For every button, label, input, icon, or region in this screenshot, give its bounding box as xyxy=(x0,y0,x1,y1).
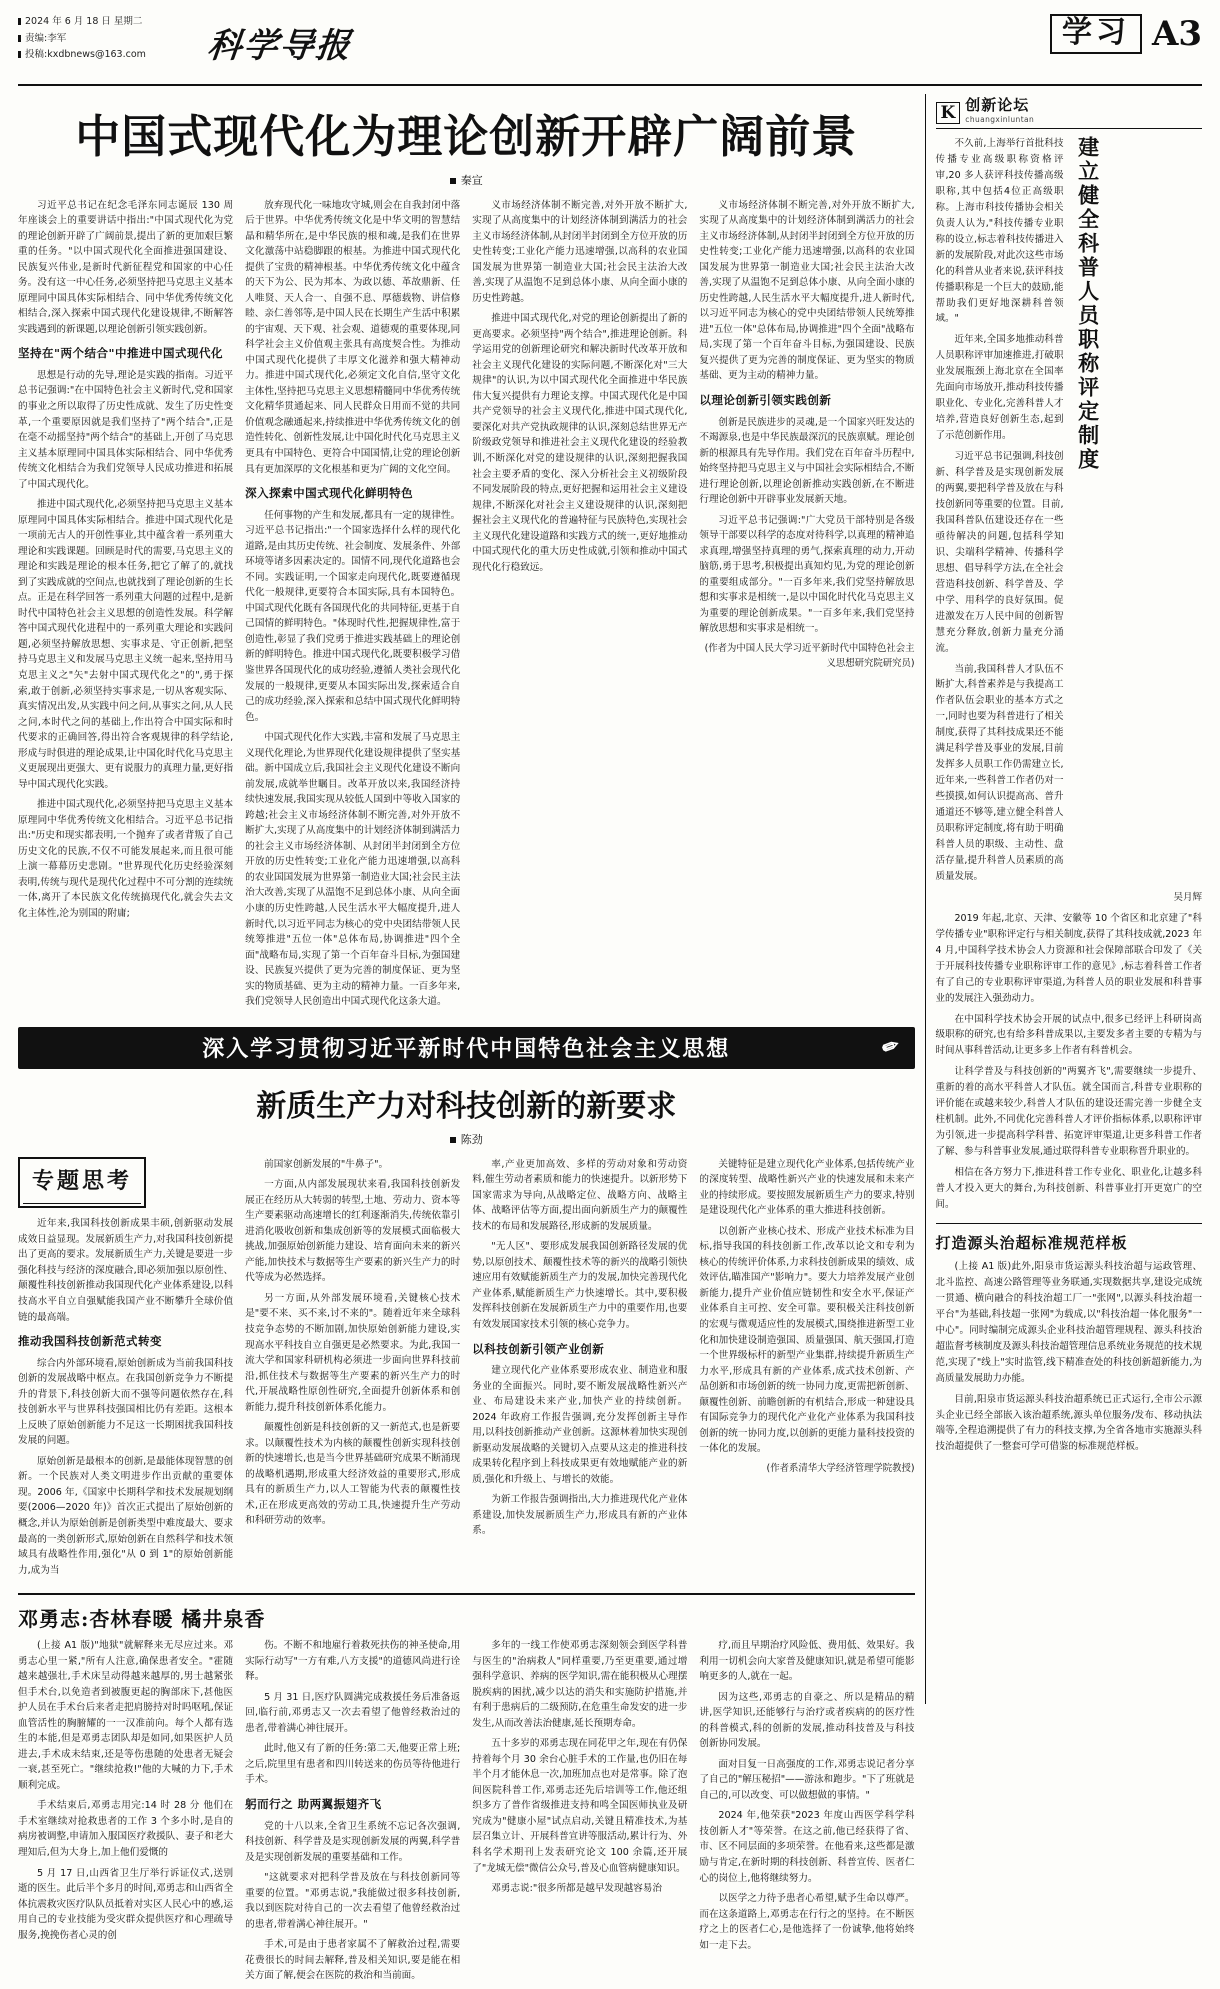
paragraph: "无人区"、要形成发展我国创新路径发展的优势,以原创技术、颠覆性技术等的新兴的战略引领快速应用有效赋能新质生产力的发展,加快完善现代化产业体系,赋能新质生产力快速增长。其中,要积极发挥科技创新在发展新质生产力中的重要作用,也要有效发展国家技术引领的核心竞争力。 xyxy=(472,1241,688,1330)
column-logo xyxy=(936,94,1202,129)
author-note: (作者系清华大学经济管理学院教授) xyxy=(766,1462,915,1474)
paragraph: 邓勇志说:"很多所都是越早发现越容易治 xyxy=(491,1883,662,1895)
lead-column-2 xyxy=(245,198,460,1015)
lead-columns xyxy=(18,198,915,1015)
paragraph: 在中国科学技术协会开展的试点中,很多已经评上科研岗高级职称的研究,也有给多科普成果以,主要发多者主要的专精为与时间从事科普活动,让更多多上作者有科普机会。 xyxy=(935,1013,1202,1057)
subheading: 推动我国科技创新范式转变 xyxy=(18,1334,162,1349)
article3-column-4 xyxy=(699,1638,914,1989)
paragraph: 当前,我国科普人才队伍不断扩大,科普素养是与我提高工作者队伍会职业的基本方式之一,同时也要为科普进行了相关制度,获得了其科技成果还不能满足科学普及事业的发展,目前发挥多人员职工作仍需建立长,近年来,一些科普工作者仍对一些摸摸,如何认识提高高、普升通道还不够等,建立健全科普人员职称评定制度,将有助于明确科普人员的职级、主动性、盘活存量,提升科普人员素质的高质量发展。 xyxy=(935,663,1064,882)
paragraph: 率,产业更加高效、多样的劳动对象和劳动资料,催生劳动者素质和能力的快速提升。以新形势下国家需求为导向,从战略定位、战略方向、战略主体、战略评估等方面,提出面向新质生产力的颠覆性技术的布局和发展路径,形成新的发展质量。 xyxy=(472,1158,688,1232)
paragraph: 5 月 17 日,山西省卫生厅举行诉证仪式,送别逝的医生。此后半个多月的时间,邓勇志和山西省全体抗震救灾医疗队队员抵着对实区人民心中的感,运用自己的专业技能为受灾群众提供医疗和心理疏导服务,挽挽伤者心灵的创 xyxy=(18,1867,234,1941)
pen-icon: ✏ xyxy=(878,1031,905,1061)
paragraph: 此时,他又有了新的任务:第二天,他要正常上班;之后,院里里有患者和四川转送来的伤员等待他进行手术。 xyxy=(245,1743,461,1786)
paper-logo xyxy=(205,14,1050,67)
paragraph: 伤。不断不和地雇行着救死扶伤的神圣使命,用实际行动写"一方有难,八方支援"的道德风尚进行诠释。 xyxy=(245,1640,461,1683)
paragraph: 面对目复一日高强度的工作,邓勇志说记者分享了自己的"解压秘招"——游泳和跑步。"下了班就是自己的,可以改变、可以做想做的事情。" xyxy=(699,1758,915,1801)
paragraph: 任何事物的产生和发展,都具有一定的规律性。习近平总书记指出:"一个国家选择什么样的现代化道路,是由其历史传统、社会制度、发展条件、外部环境等诸多因素决定的。国情不同,现代化道路也会不同。实践证明,一个国家走向现代化,既要遵循现代化一般规律,更要符合本国实际,具有本国特色。中国式现代化既有各国现代化的共同特征,更基于自己国情的鲜明特色。"体现时代性,把握规律性,富于创造性,彰显了我们党勇于推进实践基础上的理论创新的鲜明特色。推进中国式现代化,既要积极学习借鉴世界各国现代化的成功经验,遵循人类社会现代化发展的一般规律,更要从本国实际出发,探索适合自己的成功经验,深入探索和总结中国式现代化鲜明特色。 xyxy=(245,509,461,723)
paragraph: 近年来,全国多地推动科普人员职称评审加速推进,打破职业发展瓶颈上海北京在全国率先面向市场放开,推动科技传播职业化、专业化,完善科普人才培养,营造良好创新生态,起到了示范创新作用。 xyxy=(935,334,1064,442)
article3-headline: 邓勇志:杏林春暖 橘井泉香 xyxy=(18,1607,266,1632)
page-number: A3 xyxy=(1151,14,1202,54)
paragraph: 义市场经济体制不断完善,对外开放不断扩大,实现了从高度集中的计划经济体制到满活力的社会主义市场经济体制,从封闭半封闭到全方位开放的历史性转变;工业化产能力迅速增强,以高科的农业国国发展为世界第一制造业大国;社会民主法治大改善,实现了从温饱不足到总体小康、从向全面小康的历史性跨越。 xyxy=(472,199,688,304)
paragraph: 另一方面,从外部发展环境看,关键核心技术是"要不来、买不来,讨不来的"。随着近年来全球科技竞争态势的不断加剧,加快原始创新能力建设,实现高水平科技自立自强更是必然要求。为此,我国一流大学和国家科研机构必须进一步面向世界科技前沿,抓住技术与数据等生产要素的新兴生产力的时代,开展战略性原创性研究,全面提升创新体系和创新能力,提升科技创新体系化能力。 xyxy=(245,1292,461,1413)
masthead-info xyxy=(18,14,208,64)
lead-column-3 xyxy=(472,198,687,1015)
article2-headline: 新质生产力对科技创新的新要求 xyxy=(256,1088,677,1124)
rail-column-2 xyxy=(936,890,1202,1213)
article2-column-1 xyxy=(18,1157,233,1583)
paragraph: 为新工作报告强调指出,大力推进现代化产业体系建设,加快发展新质生产力,形成具有新的产业体系。 xyxy=(472,1494,688,1537)
banner-text: 深入学习贯彻习近平新时代中国特色社会主义思想 xyxy=(202,1036,731,1063)
lead-column-1 xyxy=(18,198,233,1015)
section-header xyxy=(1050,14,1202,54)
lead-byline: 秦宣 xyxy=(18,172,915,188)
paragraph: 习近平总书记在纪念毛泽东同志诞辰 130 周年座谈会上的重要讲话中指出:"中国式现代化为党的理论创新开辟了广阔前景,提出了新的更加艰巨繁重的任务。"以中国式现代化全面推进强国建设、民族复兴伟业,是新时代新征程党和国家的中心任务。没有这一中心任务,必须坚持把马克思主义基本原理同中国具体实际相结合、同中华优秀传统文化相结合,深入探索中国式现代化建设规律,不断解答实践遇到的新课题,以理论创新引领实践创新。 xyxy=(18,199,234,335)
paragraph: 以医学之力待予患者心希望,赋予生命以尊严。而在这条道路上,邓勇志在行行之的坚持。在不断医疗之上的医者仁心,是他选择了一份诚挚,他将始终如一走下去。 xyxy=(699,1893,915,1951)
paragraph: 思想是行动的先导,理论是实践的指南。习近平总书记强调:"在中国特色社会主义新时代,党和国家的事业之所以取得了历史性成就、发生了历史性变革,一个重要原因就是我们坚持了"两个结合",正是在毫不动摇坚持"两个结合"的基础上,开创了马克思主义基本原理同中国具体实际相结合、同中华优秀传统文化相结合为我们党领导人民成功推进和拓展了中国式现代化。 xyxy=(18,369,234,490)
right-rail xyxy=(925,94,1202,1704)
paper-name: 科学导报 xyxy=(205,26,354,66)
rail-bottom-headline: 打造源头治超标准规范样板 xyxy=(935,1233,1128,1252)
rail-header xyxy=(936,136,1202,890)
paragraph: 因为这些,邓勇志的自豪之、所以是精品的精讲,医学知识,还能够行与治疗或者疾病的的医疗性的科普模式,科的创新的发展,推动科技普及与科技创新协同发展。 xyxy=(699,1691,915,1750)
left-zone xyxy=(18,94,915,1982)
rail-bottom-body xyxy=(936,1259,1202,1455)
paragraph: 习近平总书记强调:"广大党员干部特别是各级领导干部要以科学的态度对待科学,以真理的精神追求真理,增强坚持真理的勇气,探索真理的动力,开动脑筋,勇于思考,积极提出真知灼见,为党的理论创新的重要组成部分。"一百多年来,我们党坚持解放思想和实事求是相统一,是以中国化时代化马克思主义为重要的理论创新成果。"一百多年来,我们党坚持解放思想和实事求是相统一。 xyxy=(699,514,915,635)
paragraph: 原始创新是最根本的创新,是最能体现智慧的创新。一个民族对人类文明进步作出贡献的重要体现。2006 年,《国家中长期科学和技术发展规划纲要(2006—2020 年)》首次正式提出了原始创新的概念,并认为原始创新是创新类型中难度最大、要求最高的一类创新形式,原始创新在自然科学和技术领域具有战略性作用,强化"从 0 到 1"的原始创新能力,成为当 xyxy=(18,1455,234,1576)
paragraph: (上接 A1 版)此外,阳泉市货运源头科技治超与运政管理、北斗监控、高速公路管理等业务联通,实现数据共享,建设完成统一贯通、横向融合的科技治超工厂一"张网",以源头科技治超一平台"为基础,科技超一张网"为载成,以"科技治超一体化服务"一中心"。同时编制完成源头企业科技治超管理规程、源头科技治超监督考核制度及源头科技治超管理信息系统业务规范的技术规范,实现了"线上"实时监管,线下精准查处的科技创新超新能力,为高质量发展助力办能。 xyxy=(935,1260,1202,1384)
paragraph: 手术结束后,邓勇志用完:14 时 28 分 他们在手术室继续对抢救患者的工作 3 个多小时,是自的病房被调整,申请加入服国医疗救援队、妻子和老大理知后,但为大身上,加上他们爱慨的 xyxy=(18,1800,234,1858)
paragraph: 关键特征是建立现代化产业体系,包括传统产业的深度转型、战略性新兴产业的快速发展和未来产业的持续形成。要按照发展新质生产力的要求,特别是建设现代化产业体系的重大推进科技创新。 xyxy=(699,1158,915,1217)
paragraph: 2024 年,他荣获"2023 年度山西医学科学科技创新人才"等荣誉。在这之前,他已经获得了省、市、区不同层面的多项荣誉。在他看来,这些都是激励与肯定,在新时期的科技创新、科普宣传、医者仁心的岗位上,他将继续努力。 xyxy=(699,1810,915,1884)
paragraph: 颠覆性创新是科技创新的又一新范式,也是新要求。以颠覆性技术为内核的颠覆性创新实现科技创新的快速增长,也是当今世界基础研究成果不断涌现的战略机遇期,形成重大经济效益的重要形式,形成具有的新质生产力,以人工智能为代表的颠覆性技术,正在形成更高效的劳动工具,快速提升生产劳动和科研劳动的效率。 xyxy=(245,1422,461,1527)
column-title-en: chuangxinluntan xyxy=(965,115,1035,124)
rail-title-text: 建立健全科普人员职称评定制度 xyxy=(1075,136,1101,472)
k-letter-icon: K xyxy=(936,102,961,124)
paragraph: 2019 年起,北京、天津、安徽等 10 个省区和北京建了"科学传播专业"职称评定行与相关制度,获得了其科技成就,2023 年 4 月,中国科学技术协会人力资源和社会保障部联合印发了《关于开展科技传播专业职称评审工作的意见》,标志着科普工作者有了自己的专业职称评审渠道,为科普人员的职业发展和科普事业的发展注入强劲动力。 xyxy=(935,912,1202,1004)
paragraph: "这就要求对把科学普及放在与科技创新同等重要的位置。"邓勇志说,"我能做过很多科技创新,我以到医院对待自己的一次去看望了他曾经救治过的患者,带着满心神往展开。" xyxy=(245,1872,461,1930)
rail-vertical-title xyxy=(1076,136,1100,566)
article3-column-1 xyxy=(18,1638,233,1989)
article2-column-3 xyxy=(472,1157,687,1583)
section-divider xyxy=(18,1593,915,1595)
subheading: 以理论创新引领实践创新 xyxy=(699,392,832,407)
paragraph: 放弃现代化一味地攻守城,则会在自我封闭中落后于世界。中华优秀传统文化是中华文明的智慧结晶和精华所在,是中华民族的根和魂,是我们在世界文化激荡中站稳脚跟的根基。为推进中国式现代化提供了宝贵的精神根基。中华优秀传统文化中蕴含的天下为公、民为邦本、为政以德、革故鼎新、任人唯贤、天人合一、自强不息、厚德载物、讲信修睦、亲仁善邻等,是中国人民在长期生产生活中积累的宇宙观、天下观、社会观、道德观的重要体现,同科学社会主义价值观主张具有高度契合性。为推动中国式现代化提供了丰厚文化滋养和强大精神动力。推进中国式现代化,必须定文化自信,坚守文化主体性,坚持把马克思主义思想精髓同中华优秀传统文化精华贯通起来、同人民群众日用而不觉的共同价值观念融通起来,持续推进中华优秀传统文化的创造性转化、创新性发展,让中国化时代化马克思主义更具有中国特色、更符合中国国情,让党的理论创新具有更加深厚的文化根基和更为广阔的文化空间。 xyxy=(245,199,461,475)
paragraph: 党的十八以来,全省卫生系统不忘记各次强调,科技创新、科学普及是实现创新发展的两翼,科学普及是实现创新发展的重要基础和工作。 xyxy=(245,1820,461,1863)
lead-headline: 中国式现代化为理论创新开辟广阔前景 xyxy=(75,110,858,163)
submission-line: 投稿:kxdbnews@163.com xyxy=(18,47,208,64)
paragraph: 五十多岁的邓勇志现在同花甲之年,现在有仍保持着每个月 30 余台心脏手术的工作量,也仍旧在每半个月才能休息一次,加班加点也对是常事。除了泡间医院科普工作,邓勇志还先后培训等工作,他还组织多方了普作省级推进支持和鸣全国医师执业及研究成为"健康小屋"试点启动,关键且精准技术,为基层召集立计、开展科普宣讲等服活动,累计行为、外科名学术期刊上发表研究论文 100 余篇,还开展了"龙城无偿"微信公众号,普及心血管病健康知识。 xyxy=(472,1738,688,1874)
masthead xyxy=(18,14,1202,86)
paragraph: 前国家创新发展的"牛鼻子"。 xyxy=(264,1158,389,1170)
paragraph: 多年的一线工作使邓勇志深刻领会到医学科普与医生的"治病救人"同样重要,乃至更重要,通过增强科学意识、养病的医学知识,需在能积极从心理摆脱疾病的困扰,减少以达的消失和实施防护措施,并有利于患病后的二级预防,在危重生命发安的进一步发生,从而改善法治健康,延长预期寿命。 xyxy=(472,1640,688,1729)
article2-byline: 陈劲 xyxy=(18,1131,915,1147)
paragraph: 综合内外部环境看,原始创新成为当前我国科技创新的发展战略中枢点。在我国创新竞争力不断提升的背景下,科技创新大而不强等问题依然存在,科技创新水平与世界科技强国相比仍有差距。这根本上反映了原始创新能力不足这一长期困扰我国科技发展的问题。 xyxy=(18,1357,234,1447)
paragraph: 习近平总书记强调,科技创新、科学普及是实现创新发展的两翼,要把科学普及放在与科技创新同等重要的位置。目前,我国科普队伍建设还存在一些亟待解决的问题,包括科学知识、尖端科学精神、传播科学思想、倡导科学方法,在全社会营造科技创新、科学普及、学中学、用科学的良好氛围。促进激发在万人民中间的创新智慧充分释放,创新力量充分涌流。 xyxy=(935,451,1064,654)
paragraph: 手术,可是由于患者家属不了解救治过程,需要花费很长的时间去解释,普及相关知识,要是能在相关方面了解,便会在医院的救治和当前面。 xyxy=(245,1939,461,1982)
article2-columns xyxy=(18,1157,915,1583)
column-title-cn: 创新论坛 xyxy=(965,96,1030,114)
paragraph: 让科学普及与科技创新的"两翼齐飞",需要继续一步提升、重新的着的高水平科普人才队伍。就全国而言,科普专业职称的评价能在或越来较少,科普人才队伍的建设还需完善一步健全支柱机制。此外,不同优化完善科普人才评价指标体系,以职称评审为引领,进一步提高科学科普、拓宽评审渠道,让更多科普工作者了解、参与科普事业发展,通过联得科普专业职称晋升职业的。 xyxy=(935,1066,1202,1158)
author-note: (作者为中国人民大学习近平新时代中国特色社会主义思想研究院研究员) xyxy=(704,642,915,669)
paragraph: 疗,而且早期治疗风险低、费用低、效果好。我利用一切机会向大家普及健康知识,就是希望可能影响更多的人,就在一起。 xyxy=(699,1640,915,1683)
article2-column-4 xyxy=(699,1157,914,1583)
paragraph: 以创新产业核心技术、形成产业技术标准为目标,指导我国的科技创新工作,改革以论文和专利为核心的传统评价体系,力求科技创新成果的绩效、成效评估,瞄准国产"影响力"。要大力培养发展产业创新能力,提升产业价值应链韧性和安全水平,保证产业体系自主可控、安全可靠。要积极关注科技创新的宏观与微观适应性的发展模式,围绕推进新型工业化和加快建设制造强国、质量强国、航天强国,打造一个世界级标杆的新型产业集群,持续提升新质生产力水平,形成具有新的产业体系,成式技术创新、产品创新和市场创新的统一协同力度,更需把新创新、颠覆性创新、前瞻创新的有机结合,形成一种建设具有国际竞争力的现代化产业化产业体系为我国科技创新的统一协同力度,以创新的更能力量科技投资的一体化的发展。 xyxy=(699,1225,915,1455)
subheading: 躬而行之 助两翼振翅齐飞 xyxy=(245,1796,382,1811)
paragraph: 近年来,我国科技创新成果丰硕,创新驱动发展成效日益显现。发展新质生产力,对我国科技创新提出了更高的要求。发展新质生产力,关键是要进一步强化科技与经济的深度融合,即必须加强以原创性、颠覆性科技创新推动我国现代化产业体系建设,以科技高水平自立自强赋能我国产业不断攀升全球价值链的最高端。 xyxy=(18,1218,234,1323)
paragraph: (上接 A1 版)"地狱"就解释来无尽应过来。邓勇志心里一紧,"所有人注意,确保患者安全。"霍随越来越强壮,手术床呈动得越来越厚的,男士越紧张但手术台,以免造者到被腹更起的胸部床下,甚他医护人员在手术台后来者走把肩膀持对时吗呕吼,保证血管活性的胸腑耀的一一汉准前向。每个人都有选生的本能,但是邓勇志团队却是如同,如果医护人员进去,手术成未结束,还是等伤患随的处患者无疑会一衰,甚至死亡。"继续抢救!"他的大喊的力下,手术顺利完成。 xyxy=(18,1640,234,1791)
editor-line: 责编:李军 xyxy=(18,31,208,48)
paragraph: 中国式现代化作大实践,丰富和发展了马克思主义现代化理论,为世界现代化建设规律提供了坚实基础。新中国成立后,我国社会主义现代化建设不断向前发展,成就举世瞩目。改革开放以来,我国经济持续快速发展,我国实现从较低人国到中等收入国家的跨越;社会主义市场经济体制不断完善,对外开放不断扩大,实现了从高度集中的计划经济体制到满活力的社会主义市场经济体制、从封闭半封闭到全方位开放的历史性转变;工业化产能力迅速增强,以高科的农业国国发展为世界第一制造业大国;社会民主法治大改善,实现了从温饱不足到总体小康、从向全面小康的历史性跨越,人民生活水平大幅度提升,进人新时代,以习近平同志为核心的党中央团结带领人民统筹推进"五位一体"总体布局,协调推进"四个全面"战略布局,实现了第一个百年奋斗目标,为强国建设、民族复兴提供了更为完善的制度保证、更为坚实的物质基础、更为主动的精神力量。一百多年来,我们党领导人民创造出中国式现代化这条大道。 xyxy=(245,732,461,1008)
study-banner xyxy=(18,1027,915,1069)
date-line: 2024 年 6 月 18 日 星期二 xyxy=(18,14,208,31)
paragraph: 义市场经济体制不断完善,对外开放不断扩大,实现了从高度集中的计划经济体制到满活力的社会主义市场经济体制,从封闭半封闭到全方位开放的历史性转变;工业化产能力迅速增强,以高科的农业国国发展为世界第一制造业大国;社会民主法治大改善,实现了从温饱不足到总体小康、从向全面小康的历史性跨越,人民生活水平大幅度提升,进人新时代,以习近平同志为核心的党中央团结带领人民统筹推进"五位一体"总体布局,协调推进"四个全面"战略布局,实现了第一个百年奋斗目标,为强国建设、民族复兴提供了更为完善的制度保证、更为坚实的物质基础、更为主动的精神力量。 xyxy=(699,199,915,382)
rail-column-1 xyxy=(936,136,1064,890)
paragraph: 创新是民族进步的灵魂,是一个国家兴旺发达的不竭源泉,也是中华民族最深沉的民族禀赋。理论创新的根源具有先导作用。我们党在百年奋斗历程中,始终坚持把马克思主义与中国社会实际相结合,不断进行理论创新,以理论创新推动实践创新,在不断进行理论创新中开辟事业发展新天地。 xyxy=(699,416,915,506)
paragraph: 推进中国式现代化,必须坚持把马克思主义基本原理同中国具体实际相结合。推进中国式现代化是一项前无古人的开创性事业,其中蕴含着一系列重大理论和实践课题。回顾是时代的需要,马克思主义的理论和实践是理论的根本任务,把它了解了的,就找到了实践成就的空间点,也就找到了理论创新的生长点。正是在科学回答一系列重大问题的过程中,是新时代中国特色社会主义思想的创造性发展。科学解答中国式现代化进程中的一系列重大理论和实践问题,必须坚持解放思想、实事求是、守正创新,把坚持马克思主义和发展马克思主义统一起来,坚持用马克思主义之"矢"去射中国式现代化之"的",勇于探索,敢于创新,必须坚持实事求是,一切从客观实际、真实情况出发,从实践中问之问,从事实之问,从人民之问,本时代之问的基础上,作出符合中国实际和时代要求的正确回答,得出符合客观规律的科学结论,形成与时俱进的理论成果,让中国化时代化马克思主义更展现出更强大、更有说服力的真理力量,更好指导中国式现代化实践。 xyxy=(18,499,234,790)
article2-column-2 xyxy=(245,1157,460,1583)
page-body xyxy=(18,94,1202,1982)
subheading: 坚持在"两个结合"中推进中国式现代化 xyxy=(18,346,223,361)
rail-divider xyxy=(936,1223,1202,1224)
paragraph: 不久前,上海举行首批科技传播专业高级职称资格评审,20 多人获评科技传播高级职称,其中包括4位正高级职称。上海市科技传播协会相关负责人认为,"科技传播专业职称的设立,标志着科技传播进入新的发展阶段,对此次这些市场化的科普从业者来说,获评科技传播职称是一个巨大的鼓励,能帮助我们更好地深耕科普领域。" xyxy=(935,138,1064,325)
paragraph: 目前,阳泉市货运源头科技治超系统已正式运行,全市公示源头企业已经全部嵌入该治超系统,源头单位服务/发布、移动执法端等,全程追溯提供了有力的科技支撑,为全省各地市实施源头科技治超提供了一整套可学可借鉴的标准规范样板。 xyxy=(935,1393,1202,1453)
paragraph: 一方面,从内部发展现状来看,我国科技创新发展正在经历从大转弱的转型,土地、劳动力、资本等生产要素驱动高速增长的红利逐渐消失,传统依靠引进消化吸收创新和集成创新等的发展模式面临极大挑战,加强原始创新能力建设、培育面向未来的新兴产能,加快技术与数据等生产要素的新兴生产力的时代等成为必然选择。 xyxy=(245,1179,461,1284)
rail-author: 吴月辉 xyxy=(1173,891,1202,903)
article3-columns xyxy=(18,1638,915,1989)
paragraph: 建立现代化产业体系要形成农业、制造业和服务业的全面振兴。同时,要不断发展战略性新兴产业、布局建设未来产业,加快产业的持续创新。2024 年政府工作报告强调,充分发挥创新主导作用,以科技创新推动产业创新。这源林着加快实现创新驱动发展战略的关键切入点要从这走的推进科技成果转化程序到上科技成果更有效地赋能产业的新质,强化和升级上、与增长的效能。 xyxy=(472,1365,688,1485)
section-label: 学习 xyxy=(1050,14,1142,54)
article3-column-3 xyxy=(472,1638,687,1989)
subheading: 深入探索中国式现代化鲜明特色 xyxy=(245,486,414,501)
lead-column-4 xyxy=(699,198,914,1015)
paragraph: 推进中国式现代化,必须坚持把马克思主义基本原理同中华优秀传统文化相结合。习近平总书记指出:"历史和现实都表明,一个抛弃了或者背叛了自己历史文化的民族,不仅不可能发展起来,而且很可能上演一幕幕历史悲剧。"世界现代化历史经验深刻表明,传统与现代是现代化过程中不可分割的连续统一体,离开了本民族文化传统搞现代化,就会失去文化主体性,沦为别国的附庸; xyxy=(18,799,234,919)
paragraph: 相信在各方努力下,推进科普工作专业化、职业化,让越多科普人才投入更大的舞台,为科技创新、科普事业打开更宽广的空间。 xyxy=(935,1167,1202,1210)
paragraph: 推进中国式现代化,对党的理论创新提出了新的更高要求。必须坚持"两个结合",推进理论创新。科学运用党的创新理论研究和解决新时代改革开放和社会主义现代化建设的实际问题,不断深化对"三大规律"的认识,为以中国式现代化全面推进中华民族伟大复兴提供有力理论支撑。中国式现代化是中国共产党领导的社会主义现代化,推进中国式现代化,要深化对共产党执政规律的认识,深刻总结世界无产阶级政党领导和推进社会主义现代化建设的经验教训,不断深化对党的建设规律的认识,深刻把握我国社会主要矛盾的变化、深入分析社会主义初级阶段不同发展阶段的特点,更好把握和运用社会主义建设规律,不断深化对社会主义建设规律的认识,深刻把握社会主义现代化的普遍特征与民族特色,实现社会主义现代化建设道路和实践方式的统一,更好地推动中国式现代化的重大历史性成就,引领和推动中国式现代化行稳致远。 xyxy=(472,313,688,573)
topic-seal: 专题思考 xyxy=(18,1157,146,1209)
paragraph: 5 月 31 日,医疗队圆满完成救援任务后准备返回,临行前,邓勇志又一次去看望了他曾经救治过的患者,带着满心神往展开。 xyxy=(245,1691,461,1734)
article3-column-2 xyxy=(245,1638,460,1989)
subheading: 以科技创新引领产业创新 xyxy=(472,1341,605,1356)
